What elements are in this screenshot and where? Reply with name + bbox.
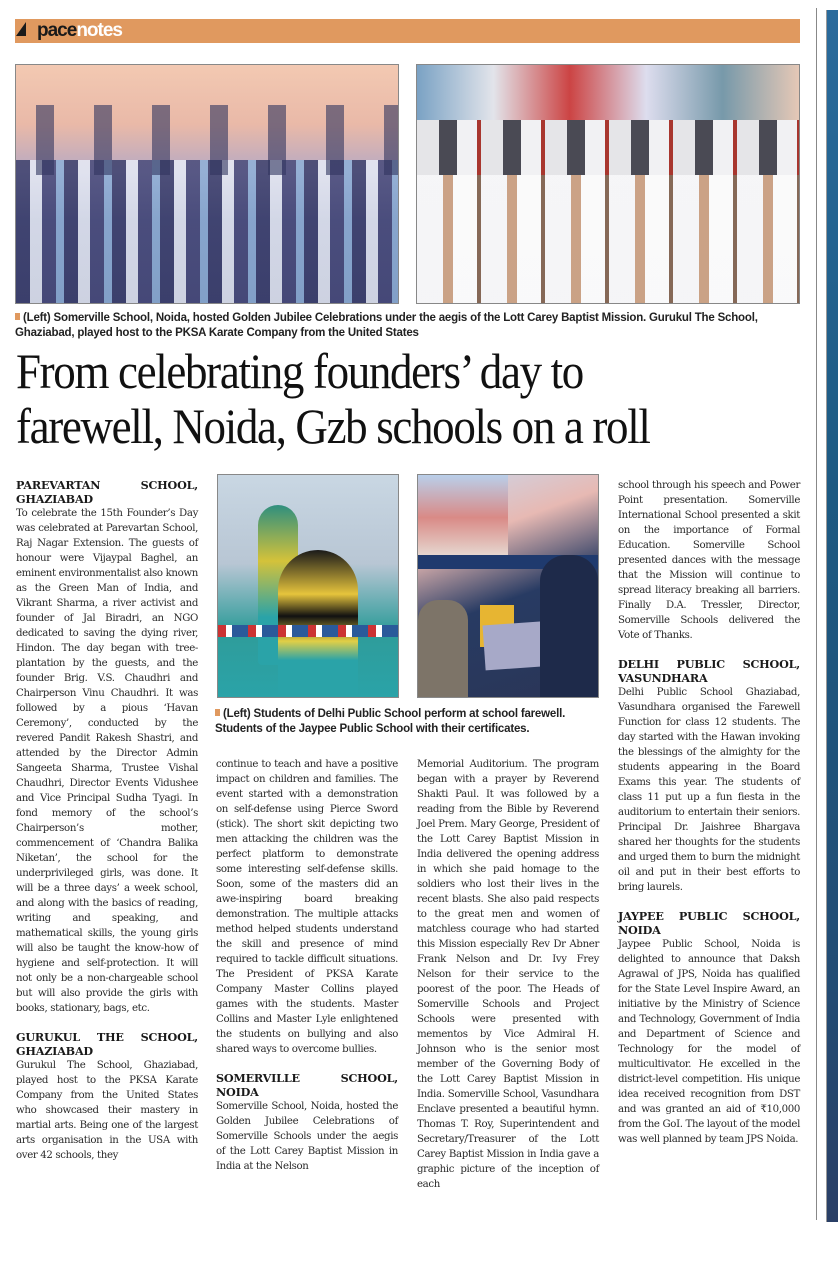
page-divider (816, 8, 817, 1220)
article-body-somerville-part2: Memorial Auditorium. The program began with a prayer by Reverend Shakti Paul. It was followed by a reading from the Bible by Reverend Joel Prem. Mary George, President of the Lott Carey Baptist Mission in India delivered the opening address in which she paid homage to the soldiers who lost their lives in the recent blasts. She also paid respects to the great men and women of matchless courage who had started this Mission especially Rev Dr Abner Frank Nelson and Dr. Ivy Frey Nelson for their service to the poorest of the poor. The Heads of Somerville Schools and Project Schools were presented with mementos by Vice Admiral H. Johnson who is the senior most member of the Governing Body of the Lott Carey Baptist Mission in India. Somerville School, Vasundhara Enclave presented a beautiful hymn. Thomas T. Roy, Superintendent and Secretary/Treasurer of the Lott Carey Baptist Mission in India gave a graphic picture of the inception of each (417, 759, 599, 1190)
article-body-gurukul-part1: Gurukul The School, Ghaziabad, played host to the PKSA Karate Company from the United States who showcased their mastery in martial arts. Being one of the largest arts organisation in the USA with over 42 schools, they (16, 1060, 198, 1161)
article-heading-parevartan: PAREVARTAN SCHOOL, GHAZIABAD (16, 478, 198, 506)
section-banner (15, 19, 800, 43)
article-body-somerville-part3: school through his speech and Power Point presentation. Somerville International School presented a skit on the importance of Formal Education. Somerville School presented dances with the message that the Mission will continue to spread literacy breaking all barriers. Finally D.A. Tressler, Director, Somerville Schools delivered the Vote of Thanks. (618, 480, 800, 641)
column-2 (216, 757, 398, 1174)
page-title: From celebrating founders’ day to farewell, Noida, Gzb schools on a roll (16, 343, 650, 454)
mid-photo-caption: (Left) Students of Delhi Public School perform at school farewell. Students of the Jaypee Public School with their certificates. (215, 708, 566, 735)
article-heading-somerville: SOMERVILLE SCHOOL, NOIDA (216, 1071, 398, 1099)
section-logo: pacenotes (37, 20, 122, 41)
article-body-dps: Delhi Public School Ghaziabad, Vasundhara organised the Farewell Function for class 12 students. The day started with the Hawan invoking the blessings of the almighty for the students appearing in the Board Exams this year. The students of class 11 put up a fun fiesta in the auditorium to entertain their seniors. Principal Dr. Jaishree Bhargava shared her thoughts for the students and urged them to burn the midnight oil and put in their best efforts to bring laurels. (618, 687, 800, 893)
photo-karate-students (416, 64, 800, 304)
banner-triangle-icon (16, 22, 26, 36)
column-1 (16, 478, 198, 1163)
caption-bullet-icon (15, 313, 20, 320)
article-body-jaypee: Jaypee Public School, Noida is delighted to announce that Daksh Agrawal of JPS, Noida has qualified for the State Level Inspire Award, an initiative by the Ministry of Science and Technology, Government of India and Department of Science and Technology for the model of multicultivator. He excelled in the district-level competition. His unique idea received recognition from DST and was granted an aid of ₹10,000 from the GoI. The layout of the model was well planned by team JPS Noida. (618, 939, 800, 1145)
article-heading-jaypee: JAYPEE PUBLIC SCHOOL, NOIDA (618, 909, 800, 937)
article-heading-dps: DELHI PUBLIC SCHOOL, VASUNDHARA (618, 657, 800, 685)
article-body-somerville-part1: Somerville School, Noida, hosted the Golden Jubilee Celebrations of Somerville Schools under the aegis of the Lott Carey Baptist Mission in India at the Nelson (216, 1101, 398, 1172)
top-photo-caption: (Left) Somerville School, Noida, hosted Golden Jubilee Celebrations under the aegis of the Lott Carey Baptist Mission. Gurukul The School, Ghaziabad, played host to the PKSA Karate Company from the United States (15, 312, 758, 339)
side-advertisement-strip (826, 10, 838, 1222)
photo-dps-dancers (217, 474, 399, 698)
photo-somerville-students (15, 64, 399, 304)
column-3 (417, 757, 599, 1192)
article-body-parevartan: To celebrate the 15th Founder’s Day was celebrated at Parevartan School, Raj Nagar Extension. The guests of honour were Vijaypal Baghel, an eminent environmentalist also known as the Green Man of India, and Vikrant Sharma, a river activist and founder of Jal Biradri, an NGO dedicated to saving the dying river, Hindon. The day began with tree-plantation by the guests, and the founder Brig. V.S. Chaudhri and Chairperson Vinu Chaudhri. It was followed by a pious ‘Havan Ceremony’, conducted by the revered Pandit Rakesh Shastri, and attended by the Director Admin Sangeeta Sharma, Trustee Vishal Chaudhri, Director Events Vidushee and Vice Principal Sudha Tyagi. In fond memory of the school’s Chairperson’s mother, commencement of ‘Chandra Balika Niketan’, the school for the underprivileged girls, was done. It will be a three days’ a week school, and along with the basics of reading, writing and speaking, and mathematical skills, the young girls will also be taught the know-how of hygiene and self-protection. It will not only be a non-chargeable school but will also provide the girls with books, stationary, bags, etc. (16, 508, 198, 1014)
photo-jaypee-students (417, 474, 599, 698)
article-body-gurukul-part2: continue to teach and have a positive impact on children and families. The event started with a demonstration on self-defense using Pierce Sword (stick). The short skit depicting two men attacking the children was the perfect platform to demonstrate some interesting self-defense skills. Soon, some of the masters did an awe-inspiring board breaking demonstration. The multiple attacks method helped students understand the skill and presence of mind required to tackle difficult situations. The President of PKSA Karate Company Master Collins played games with the students. Master Collins and Master Lyle enlightened the students on bullying and also shared ways to overcome bullies. (216, 759, 398, 1055)
column-4 (618, 478, 800, 1147)
caption-bullet-icon (215, 709, 220, 716)
article-heading-gurukul: GURUKUL THE SCHOOL, GHAZIABAD (16, 1030, 198, 1058)
